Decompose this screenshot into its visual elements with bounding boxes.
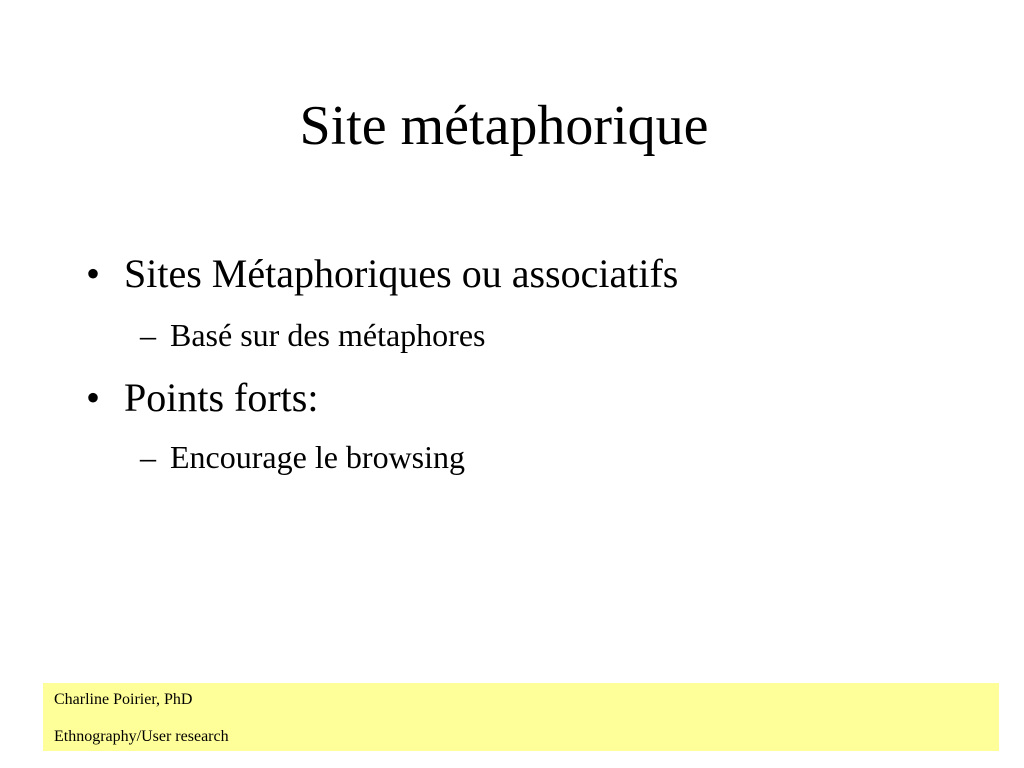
- sub-bullet-text: Encourage le browsing: [170, 439, 466, 475]
- sub-bullet-item: [140, 315, 485, 355]
- bullet-item: [86, 374, 318, 422]
- dash-marker: –: [140, 317, 156, 353]
- sub-bullet-text: Basé sur des métaphores: [170, 317, 486, 353]
- slide-title: Site métaphorique: [299, 95, 709, 157]
- bullet-text: Points forts:: [124, 375, 319, 420]
- footer-author: Charline Poirier, PhD: [54, 691, 193, 708]
- footer-subtitle: Ethnography/User research: [54, 728, 229, 745]
- sub-bullet-item: [140, 437, 465, 477]
- bullet-marker: •: [86, 375, 101, 420]
- footer-box: [43, 683, 999, 751]
- bullet-marker: •: [86, 251, 101, 296]
- dash-marker: –: [140, 439, 156, 475]
- bullet-item: [86, 250, 678, 298]
- bullet-text: Sites Métaphoriques ou associatifs: [124, 251, 679, 296]
